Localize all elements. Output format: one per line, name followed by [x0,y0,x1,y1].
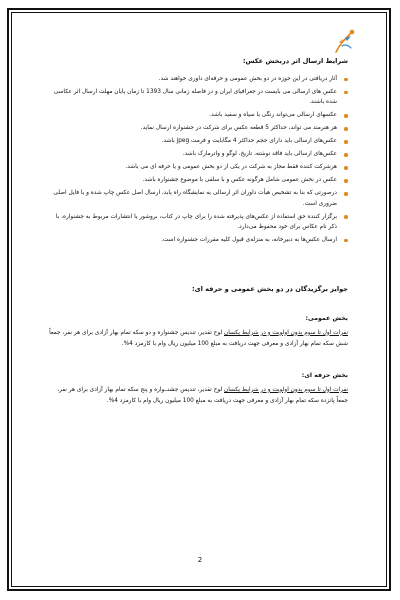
professional-award-paragraph [46,385,348,408]
rule-item [46,74,348,84]
rule-item [46,188,348,209]
rule-item [46,235,348,245]
bullet-icon [344,166,348,170]
rule-item [46,123,348,133]
rule-item [46,136,348,146]
rules-list [46,74,348,246]
bullet-icon [344,239,348,243]
rule-item [46,87,348,108]
section-heading-photo-rules: شرایط ارسال اثر دربخش عکس: [242,57,348,65]
rule-text: عکس‌های ارسالی باید دارای حجم حداکثر 4 مگابایت و فرمت jpeg باشد. [161,138,337,145]
rule-text: هر هنرمند می تواند، حداکثر 5 قطعه عکس برای شرکت در جشنواره ارسال نماید. [140,125,337,132]
rule-item [46,162,348,172]
bullet-icon [344,179,348,183]
rule-text: عکس‌های ارسالی باید فاقد نوشته، تاریخ، لوگو و واترمارک باشد. [182,151,337,158]
bullet-icon [344,78,348,82]
bullet-icon [344,140,348,144]
rule-item [46,212,348,233]
festival-logo-icon [330,26,360,56]
page-number: 2 [197,556,203,564]
bullet-icon [344,114,348,118]
general-award-underlined: نفرات اول تا سوم بدون اولویت و در شرایط یکسان [224,329,348,336]
rule-item [46,110,348,120]
rule-text: برگزار کننده حق استفاده از عکس‌های پذیرفته شده را برای چاپ در کتاب، بروشور یا انتشارات مربوط به جشنواره، با ذکر نام عکاس برای خود محفوظ می‌دارد. [55,213,337,231]
document-body [46,56,348,408]
rule-text: آثار دریافتی در این حوزه در دو بخش عمومی و حرفه‌ای داوری خواهند شد. [158,76,337,82]
rule-text: هرشرکت کننده فقط مجاز به شرکت در یکی از دو بخش عمومی و یا حرفه ای می باشد. [125,164,337,171]
bullet-icon [344,91,348,95]
rule-text: عکسهای ارسالی می‌تواند رنگی یا سیاه و سفید باشد. [209,112,337,119]
rule-text: درصورتی که بنا به تشخیص هیأت داوران اثر ارسالی به نمایشگاه راه یابد، ارسال اصل عکس چاپ شده و یا فایل اصلی ضروری است. [53,190,337,207]
general-award-paragraph [46,328,348,351]
rule-item [46,149,348,159]
professional-section-title: بخش حرفه ای: [301,371,348,379]
bullet-icon [344,127,348,131]
general-award-text: لوح تقدیر، تندیس جشنواره و دو سکه تمام بهار آزادی برای هر نفر، جمعاً شش سکه تمام بهار آزادی و معرفی جهت دریافت به مبلغ 100 میلیون ریال وام با کارمزد 4%. [49,329,348,348]
awards-section [46,284,348,408]
section-heading-awards: جوایز برگزیدگان در دو بخش عمومی و حرفه ای: [191,284,348,293]
professional-award-text: لوح تقدیر، تندیس جشنــواره و پنج سکه تمام بهار آزادی برای هر نفر، جمعاً پانزده سکه تمام بهار آزادی و معرفی جهت دریافت به مبلغ 100 میلیون ریال وام با کارمزد 4%. [57,386,348,405]
rule-text: ارسال عکس‌ها به دبیرخانه، به منزله‌ی قبول کلیه مقررات جشنواره است. [161,237,337,244]
rule-text: عکس در بخش عمومی شامل هرگونه عکس و با سلفی با موضوع جشنواره باشد. [142,177,337,184]
general-section-title: بخش عمومی: [305,314,348,322]
bullet-icon [344,192,348,196]
rule-text: عکس های ارسالی می بایست در جغرافیای ایران و در فاصله زمانی سال 1393 تا زمان پایان مهلت ارسال اثر عکاسی شده باشند. [53,89,337,106]
bullet-icon [344,153,348,157]
professional-award-underlined: نفرات اول تا سوم بدون اولویت و در شرایط یکسان [224,386,348,393]
bullet-icon [344,215,348,219]
rule-item [46,175,348,185]
